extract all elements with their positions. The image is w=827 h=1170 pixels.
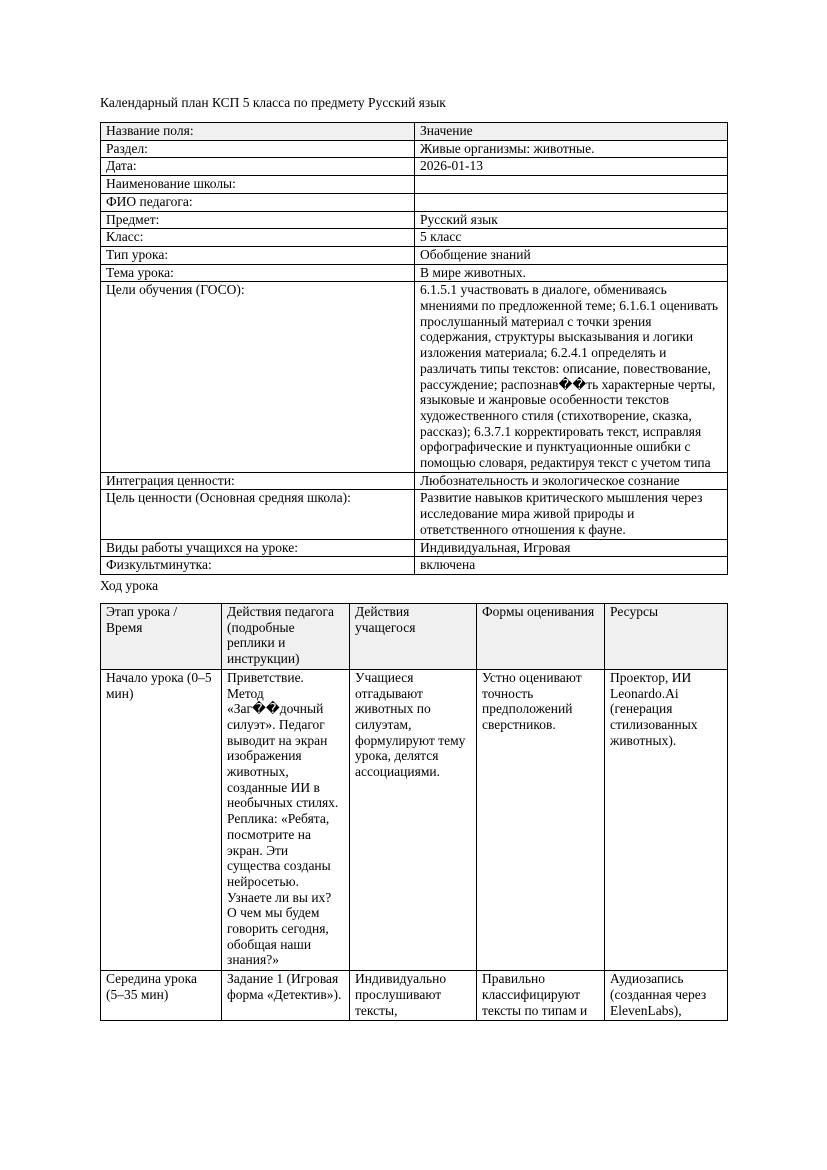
- lesson-header-assessment: Формы оценивания: [477, 603, 605, 669]
- table-row: [101, 490, 728, 539]
- info-value-cell: включена: [415, 557, 728, 575]
- lesson-cell-stage: Начало урока (0–5 мин): [101, 669, 222, 970]
- info-table: [100, 122, 728, 575]
- info-field-cell: Физкультминутка:: [101, 557, 415, 575]
- info-table-header-row: [101, 123, 728, 141]
- lesson-header-teacher: Действия педагога (подробные реплики и инструкции): [222, 603, 350, 669]
- info-field-cell: Виды работы учащихся на уроке:: [101, 539, 415, 557]
- table-row: [101, 229, 728, 247]
- table-row: [101, 971, 728, 1021]
- info-value-cell: Индивидуальная, Игровая: [415, 539, 728, 557]
- table-row: [101, 193, 728, 211]
- info-field-cell: Предмет:: [101, 211, 415, 229]
- table-row: [101, 140, 728, 158]
- lesson-cell-student: Учащиеся отгадывают животных по силуэтам, формулируют тему урока, делятся ассоциациями.: [350, 669, 477, 970]
- lesson-table-header-row: [101, 603, 728, 669]
- lesson-cell-teacher: Приветствие. Метод «Заг��дочный силуэт». Педагог выводит на экран изображения животных, созданные ИИ в необычных стилях. Реплика: «Ребята, посмотрите на экран. Эти существа созданы нейросетью. Узнаете ли вы их? О чем мы будем говорить сегодня, обобщая наши знания?»: [222, 669, 350, 970]
- lesson-cell-student: Индивидуально прослушивают тексты,: [350, 971, 477, 1021]
- info-field-cell: Класс:: [101, 229, 415, 247]
- lesson-cell-assessment: Устно оценивают точность предположений сверстников.: [477, 669, 605, 970]
- info-value-cell: Развитие навыков критического мышления через исследование мира живой природы и ответственного отношения к фауне.: [415, 490, 728, 539]
- info-value-cell: Живые организмы: животные.: [415, 140, 728, 158]
- info-value-cell: 2026-01-13: [415, 158, 728, 176]
- lesson-header-stage: Этап урока / Время: [101, 603, 222, 669]
- lesson-cell-stage: Середина урока (5–35 мин): [101, 971, 222, 1021]
- table-row: [101, 282, 728, 472]
- info-value-cell: Обобщение знаний: [415, 246, 728, 264]
- info-value-cell: [415, 176, 728, 194]
- info-value-cell: 5 класс: [415, 229, 728, 247]
- table-row: [101, 472, 728, 490]
- info-value-cell: [415, 193, 728, 211]
- info-value-cell: 6.1.5.1 участвовать в диалоге, обмениваясь мнениями по предложенной теме; 6.1.6.1 оценивать прослушанный материал с точки зрения содержания, структуры высказывания и логики изложения материала; 6.2.4.1 определять и различать типы текстов: описание, повествование, рассуждение; распознав��ть характерные черты, языковые и жанровые особенности текстов художественного стиля (стихотворение, сказка, рассказ); 6.3.7.1 корректировать текст, исправляя орфографические и пунктуационные ошибки с помощью словаря, редактируя текст с учетом типа: [415, 282, 728, 472]
- table-row: [101, 246, 728, 264]
- info-field-cell: ФИО педагога:: [101, 193, 415, 211]
- info-value-cell: Любознательность и экологическое сознание: [415, 472, 728, 490]
- info-field-cell: Тип урока:: [101, 246, 415, 264]
- lesson-table: [100, 603, 728, 1021]
- lesson-cell-assessment: Правильно классифицируют тексты по типам и: [477, 971, 605, 1021]
- page-content: [100, 95, 727, 1021]
- lesson-flow-heading: Ход урока: [100, 577, 159, 593]
- table-row: [101, 539, 728, 557]
- lesson-cell-resources: Проектор, ИИ Leonardo.Ai (генерация стилизованных животных).: [605, 669, 728, 970]
- info-value-cell: В мире животных.: [415, 264, 728, 282]
- table-row: [101, 669, 728, 970]
- lesson-cell-resources: Аудиозапись (созданная через ElevenLabs),: [605, 971, 728, 1021]
- table-row: [101, 158, 728, 176]
- info-value-cell: Русский язык: [415, 211, 728, 229]
- info-field-cell: Наименование школы:: [101, 176, 415, 194]
- document-title: Календарный план КСП 5 класса по предмету Русский язык: [100, 95, 446, 110]
- table-row: [101, 176, 728, 194]
- info-field-cell: Дата:: [101, 158, 415, 176]
- info-field-cell: Цели обучения (ГОСО):: [101, 282, 415, 472]
- lesson-cell-teacher: Задание 1 (Игровая форма «Детектив»).: [222, 971, 350, 1021]
- info-field-cell: Интеграция ценности:: [101, 472, 415, 490]
- lesson-header-resources: Ресурсы: [605, 603, 728, 669]
- table-row: [101, 211, 728, 229]
- lesson-header-student: Действия учащегося: [350, 603, 477, 669]
- info-header-value-cell: Значение: [415, 123, 728, 141]
- info-header-field-cell: Название поля:: [101, 123, 415, 141]
- table-row: [101, 264, 728, 282]
- info-field-cell: Тема урока:: [101, 264, 415, 282]
- info-field-cell: Раздел:: [101, 140, 415, 158]
- table-row: [101, 557, 728, 575]
- info-field-cell: Цель ценности (Основная средняя школа):: [101, 490, 415, 539]
